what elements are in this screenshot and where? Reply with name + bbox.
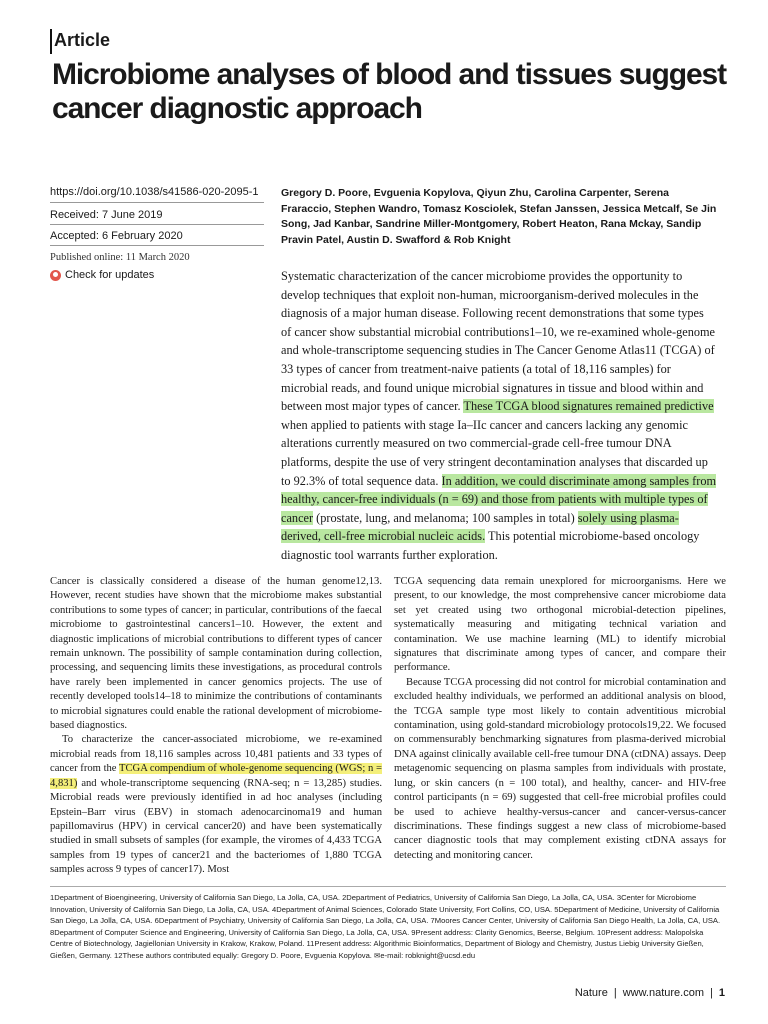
received-date: Received: 7 June 2019	[50, 209, 163, 221]
body-text: and whole-transcriptome sequencing (RNA-seq; n = 13,285) studies. Microbial reads were previously identified in ad hoc analyses (including Epstein–Barr virus (EBV) in stomach adenocarcinoma19 and human papillomavirus (HPV) in cervical cancer20) and have been systematically studied in small subsets of samples (for example, the viromes of 4,433 TCGA samples from 19 types of cancer21 and the bacteriomes of 1,880 TCGA samples across 9 types of cancer17). Most	[50, 777, 382, 876]
abstract-text: (prostate, lung, and melanoma; 100 samples in total)	[316, 510, 575, 525]
footer-separator: |	[710, 987, 713, 999]
doi-link[interactable]: https://doi.org/10.1038/s41586-020-2095-1	[50, 186, 259, 198]
article-type-label: Article	[54, 30, 111, 50]
footnote-divider	[50, 886, 726, 887]
abstract	[281, 267, 717, 565]
abstract-highlight: These TCGA blood signatures remained predictive	[463, 399, 714, 414]
body-paragraph	[50, 733, 382, 877]
body-highlight: TCGA compendium of whole-genome sequencing (WGS; n = 4,831)	[50, 763, 382, 789]
affiliations-footnote: 1Department of Bioengineering, University of California San Diego, La Jolla, CA, USA. 2Department of Pediatrics, University of California San Diego, La Jolla, CA, USA. 3Center for Microbiome Innovation, University of California San Diego, La Jolla, CA, USA. 4Department of Animal Sciences, Colorado State University, Fort Collins, CO, USA. 5Department of Medicine, University of California San Diego, La Jolla, CA, USA. 6Department of Psychiatry, University of California San Diego, La Jolla, CA, USA. 7Moores Cancer Center, University of California San Diego Health, La Jolla, CA, USA. 8Department of Computer Science and Engineering, University of California San Diego, La Jolla, CA, USA. 9Present address: Clarity Genomics, Beerse, Belgium. 10Present address: Malopolska Centre of Biotechnology, Jagiellonian University in Krakow, Krakow, Poland. 11Present address: Algorithmic Bioinformatics, Department of Biology and Chemistry, Justus Liebig University Gießen, Gießen, Germany. 12These authors contributed equally: Gregory D. Poore, Evguenia Kopylova. ✉e-mail: robknight@ucsd.edu	[50, 893, 721, 960]
body-column-right	[394, 575, 726, 863]
body-paragraph: TCGA sequencing data remain unexplored for microorganisms. Here we present, to our knowledge, the most comprehensive cancer microbiome data set yet created using two orthogonal microbial-detection pipelines, systematically measuring and mitigating technical variation and contamination. We use machine learning (ML) to identify microbial signatures that discriminate among types of cancer, and compare their performance.	[394, 576, 726, 674]
abstract-text: This potential microbiome-based oncology diagnostic tool warrants further exploration.	[281, 529, 700, 562]
divider	[50, 224, 264, 225]
check-updates-label: Check for updates	[65, 269, 155, 281]
body-paragraph: Cancer is classically considered a disease of the human genome12,13. However, recent studies have shown that the microbiome makes substantial contributions to some types of cancer; in particular, contributions of the faecal microbiome to gastrointestinal cancers1–10. However, the extent and diagnostic implications of microbial contributions to different types of cancer remain unknown. The possibility of sample contamination during collection, processing, and sequencing limits these investigations, as procedural controls have rarely been implemented in cancer genomics projects. The use of recently developed tools14–18 to minimize the contributions of contaminants to microbial signatures could enable the rational development of microbiome-based diagnostics.	[50, 576, 382, 732]
page-number: 1	[718, 987, 725, 999]
article-title: Microbiome analyses of blood and tissues suggest cancer diagnostic approach	[52, 58, 727, 125]
divider	[50, 202, 264, 203]
check-updates-button[interactable]	[50, 269, 154, 281]
journal-name: Nature	[574, 987, 608, 999]
author-list: Gregory D. Poore, Evguenia Kopylova, Qiyun Zhu, Carolina Carpenter, Serena Fraraccio, Stephen Wandro, Tomasz Kosciolek, Stefan Janssen, Jessica Metcalf, Se Jin Song, Jad Kanbar, Sandrine Miller-Montgomery, Robert Heaton, Rana Mckay, Sandip Pravin Patel, Austin D. Swafford & Rob Knight	[281, 187, 717, 246]
abstract-highlight: In addition, we could discriminate among samples from healthy, cancer-free individuals (n = 69) and those from patients with multiple types of cancer	[281, 473, 717, 525]
page-footer	[575, 987, 725, 999]
journal-url[interactable]: www.nature.com	[622, 987, 705, 999]
body-text: To characterize the cancer-associated microbiome, we re-examined microbial reads from 18,116 samples across 10,481 patients and 33 types of cancer from the	[50, 734, 382, 775]
abstract-text: Systematic characterization of the cancer microbiome provides the opportunity to develop techniques that exploit non-human, microorganism-derived molecules in the diagnosis of a major human disease. Following recent demonstrations that some types of cancer show substantial microbial contributions1–10, we re-examined whole-genome and whole-transcriptome sequencing studies in The Cancer Genome Atlas11 (TCGA) of 33 types of cancer from treatment-naive patients (a total of 18,116 samples) for microbial reads, and found unique microbial signatures in tissue and blood within and between most major types of cancer.	[281, 269, 716, 414]
footer-separator: |	[613, 987, 617, 999]
body-column-left	[50, 575, 382, 878]
article-type-rule	[50, 29, 52, 54]
body-paragraph: Because TCGA processing did not control for microbial contamination and excluded healthy individuals, we performed an additional analysis on blood, the TCGA sample type most likely to contain adventitious microbial contamination, using gold-standard microbiology protocols19,22. We focused on commensurably benchmarking signatures from plasma-derived microbial DNA against clinically available cell-free tumour DNA (ctDNA) assays. Deep metagenomic sequencing on plasma samples from individuals with prostate, lung, or skin cancers (n = 100 total), and healthy, cancer- and HIV-free control participants (n = 69) suggested that cell-free microbial profiles could be used to achieve healthy-versus-cancer and cancer-versus-cancer discriminations. These findings suggest a new class of microbiome-based cancer diagnostic tools that may complement existing ctDNA assays for detecting and monitoring cancer.	[394, 676, 726, 861]
divider	[50, 245, 264, 246]
published-date: Published online: 11 March 2020	[50, 252, 190, 263]
accepted-date: Accepted: 6 February 2020	[50, 230, 183, 242]
abstract-highlight: solely using plasma-derived, cell-free microbial nucleic acids.	[281, 510, 679, 544]
check-updates-icon	[50, 270, 61, 281]
abstract-text: when applied to patients with stage Ia–IIc cancer and cancers lacking any genomic alterations currently measured on two commercial-grade cell-free tumour DNA platforms, despite the use of very stringent decontamination analyses that discarded up to 92.3% of total sequence data.	[281, 417, 708, 488]
